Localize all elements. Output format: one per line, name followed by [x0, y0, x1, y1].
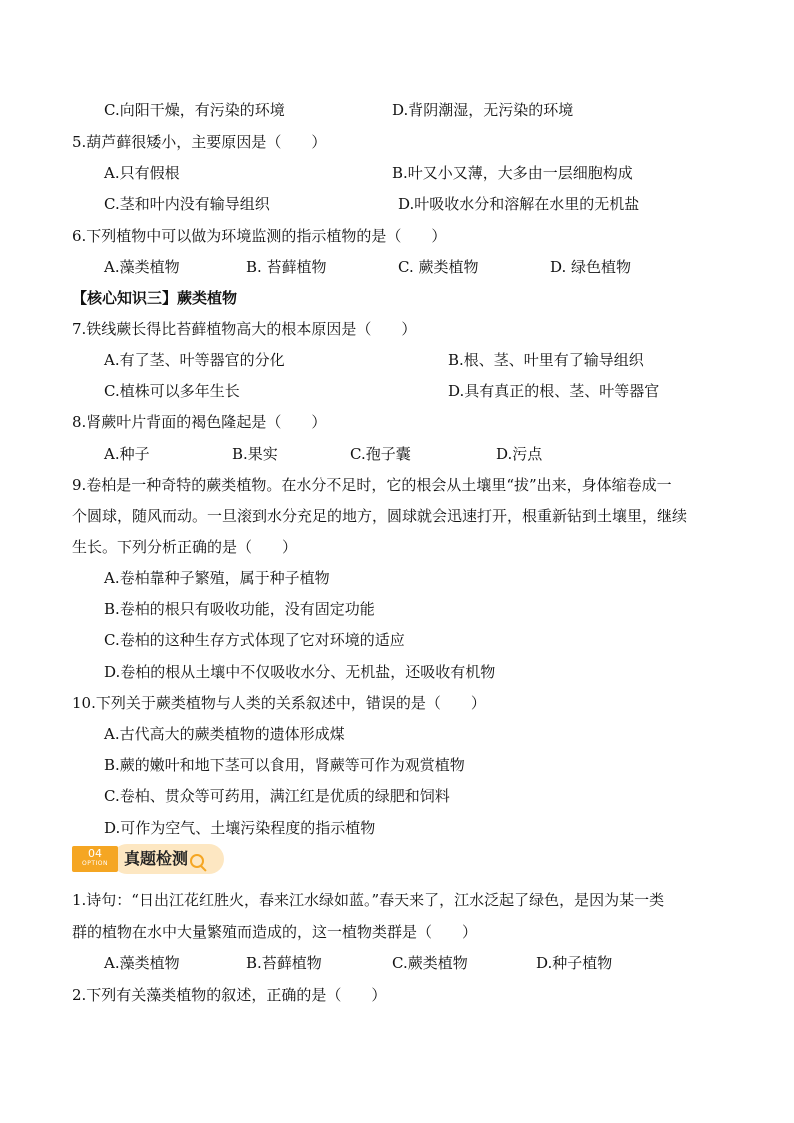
- q7-option-b: B.根、茎、叶里有了输导组织: [448, 351, 644, 369]
- question-10: 10.下列关于蕨类植物与人类的关系叙述中，错误的是（ ）: [72, 694, 486, 712]
- q6-option-d: D. 绿色植物: [550, 258, 632, 276]
- q6-option-b: B. 苔藓植物: [246, 258, 327, 276]
- q6-option-c: C. 蕨类植物: [398, 258, 479, 276]
- q5-option-d: D.叶吸收水分和溶解在水里的无机盐: [398, 195, 640, 213]
- real-question-1-line-2: 群的植物在水中大量繁殖而造成的，这一植物类群是（ ）: [72, 923, 478, 941]
- question-5: 5.葫芦藓很矮小，主要原因是（ ）: [72, 133, 327, 151]
- q9-option-d: D.卷柏的根从土壤中不仅吸收水分、无机盐，还吸收有机物: [104, 663, 496, 681]
- banner-title: 真题检测: [124, 849, 189, 868]
- r1-option-b: B.苔藓植物: [246, 954, 322, 972]
- q7-option-a: A.有了茎、叶等器官的分化: [104, 351, 285, 369]
- q5-option-b: B.叶又小又薄，大多由一层细胞构成: [392, 164, 633, 182]
- q7-option-d: D.具有真正的根、茎、叶等器官: [448, 382, 660, 400]
- q9-option-b: B.卷柏的根只有吸收功能，没有固定功能: [104, 600, 375, 618]
- q10-option-a: A.古代高大的蕨类植物的遗体形成煤: [104, 725, 345, 743]
- q5-option-c: C.茎和叶内没有输导组织: [104, 195, 270, 213]
- r1-option-d: D.种子植物: [536, 954, 613, 972]
- q10-option-d: D.可作为空气、土壤污染程度的指示植物: [104, 819, 376, 837]
- section-banner: [72, 842, 232, 876]
- q9-option-c: C.卷柏的这种生存方式体现了它对环境的适应: [104, 631, 405, 649]
- q8-option-b: B.果实: [232, 445, 278, 463]
- q8-option-a: A.种子: [104, 445, 150, 463]
- q4-option-d: D.背阴潮湿，无污染的环境: [392, 101, 574, 119]
- q10-option-c: C.卷柏、贯众等可药用，满江红是优质的绿肥和饲料: [104, 787, 450, 805]
- question-9-line-1: 9.卷柏是一种奇特的蕨类植物。在水分不足时，它的根会从土壤里“拔”出来，身体缩卷成一: [72, 476, 672, 494]
- question-9-line-3: 生长。下列分析正确的是（ ）: [72, 538, 298, 556]
- q9-option-a: A.卷柏靠种子繁殖，属于种子植物: [104, 569, 330, 587]
- r1-option-a: A.藻类植物: [104, 954, 180, 972]
- q7-option-c: C.植株可以多年生长: [104, 382, 240, 400]
- q8-option-c: C.孢子囊: [350, 445, 411, 463]
- q4-option-c: C.向阳干燥，有污染的环境: [104, 101, 285, 119]
- question-9-line-2: 个圆球，随风而动。一旦滚到水分充足的地方，圆球就会迅速打开，根重新钻到土壤里，继续: [72, 507, 688, 525]
- question-7: 7.铁线蕨长得比苔藓植物高大的根本原因是（ ）: [72, 320, 417, 338]
- q8-option-d: D.污点: [496, 445, 543, 463]
- real-question-2: 2.下列有关藻类植物的叙述，正确的是（ ）: [72, 986, 387, 1004]
- banner-number: 04: [88, 847, 102, 860]
- q5-option-a: A.只有假根: [104, 164, 180, 182]
- question-6: 6.下列植物中可以做为环境监测的指示植物的是（ ）: [72, 227, 447, 245]
- real-question-1-line-1: 1.诗句：“日出江花红胜火，春来江水绿如蓝。”春天来了，江水泛起了绿色，是因为某一类: [72, 891, 665, 909]
- q10-option-b: B.蕨的嫩叶和地下茎可以食用，肾蕨等可作为观赏植物: [104, 756, 465, 774]
- question-8: 8.肾蕨叶片背面的褐色隆起是（ ）: [72, 413, 327, 431]
- section-heading-3: 【核心知识三】蕨类植物: [72, 289, 238, 307]
- q6-option-a: A.藻类植物: [104, 258, 180, 276]
- banner-badge: [72, 846, 118, 872]
- r1-option-c: C.蕨类植物: [392, 954, 468, 972]
- banner-sub: OPTION: [82, 860, 108, 867]
